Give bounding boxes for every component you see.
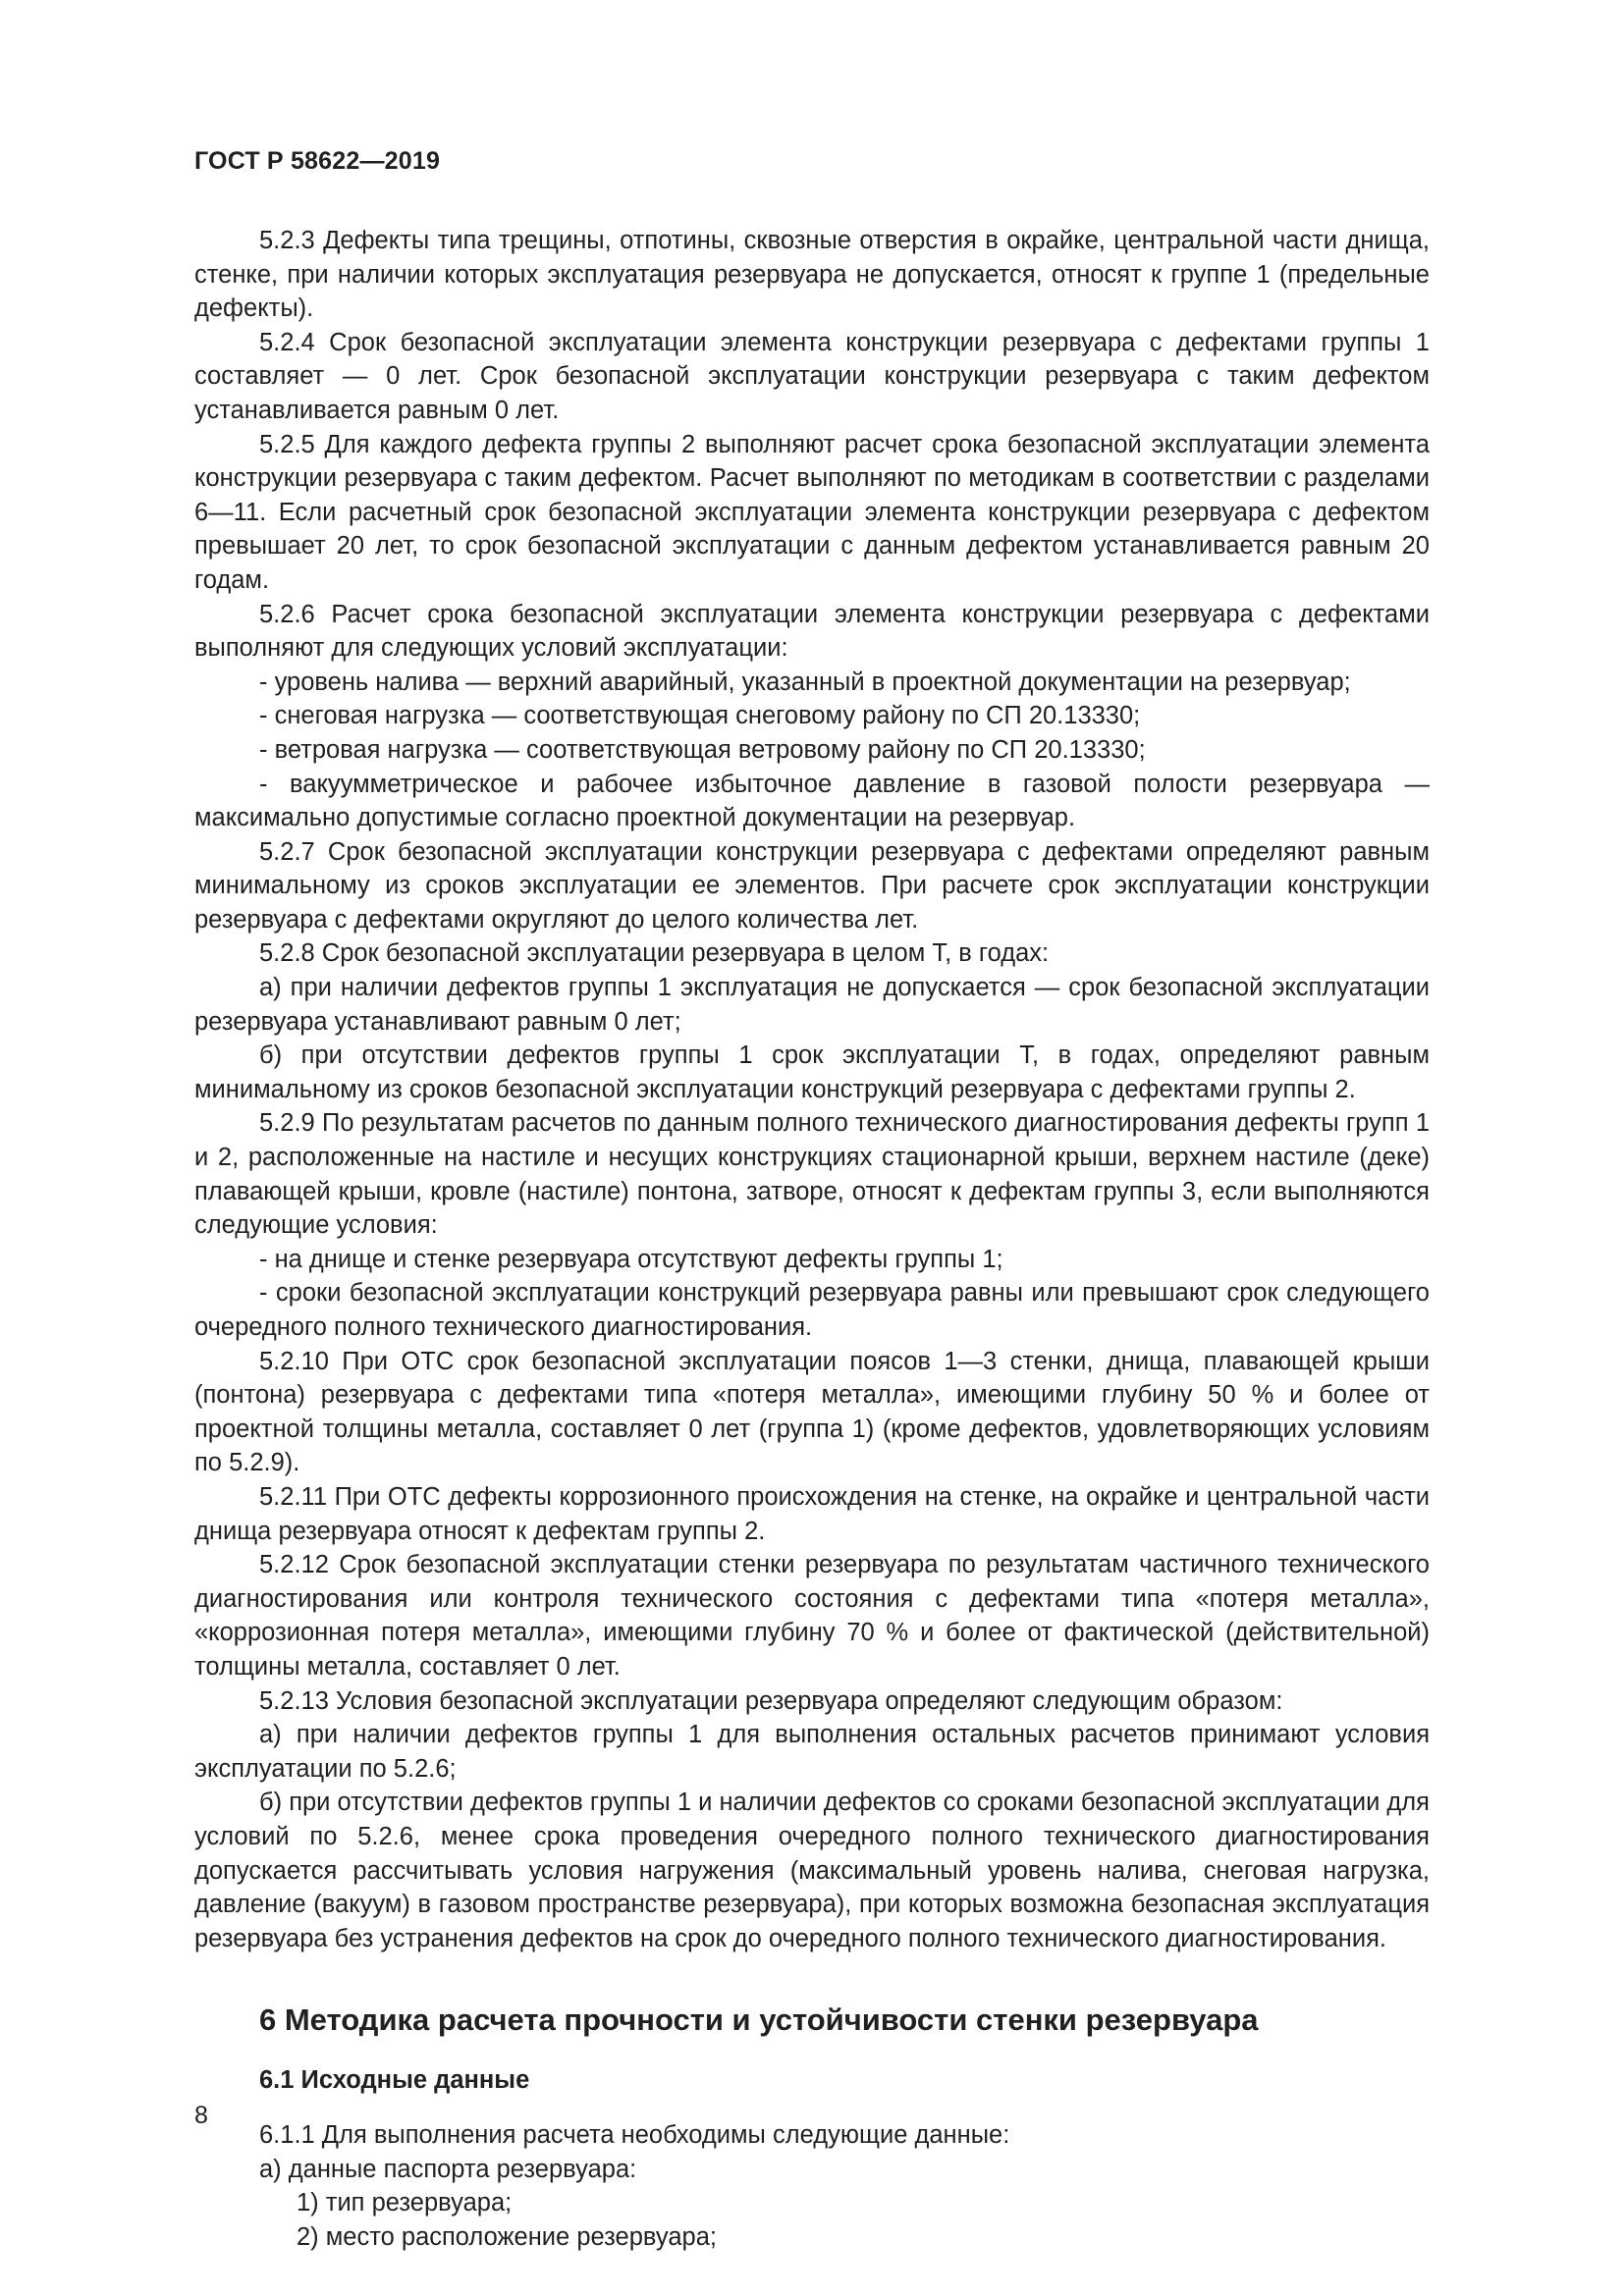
list-item-5-2-8-b: б) при отсутствии дефектов группы 1 срок эксплуатации T, в годах, определяют равным минимальному из сроков безопасной эксплуатации конструкций резервуара с дефектами группы 2. xyxy=(194,1041,1430,1103)
list-item-pressure: - вакуумметрическое и рабочее избыточное давление в газовой полости резервуара — максимально допустимые согласно проектной документации на резервуар. xyxy=(194,770,1430,832)
list-item-bottom-wall: - на днище и стенке резервуара отсутствуют дефекты группы 1; xyxy=(259,1245,1003,1273)
paragraph-5-2-13: 5.2.13 Условия безопасной эксплуатации резервуара определяют следующим образом: xyxy=(259,1686,1283,1715)
paragraph-5-2-4: 5.2.4 Срок безопасной эксплуатации элемента конструкции резервуара с дефектами группы 1 составляет — 0 лет. Срок безопасной эксплуатации конструкции резервуара с таким дефектом устанавливается равным 0 лет. xyxy=(194,328,1430,424)
list-item-wind-load: - ветровая нагрузка — соответствующая ветровому району по СП 20.13330; xyxy=(259,735,1146,764)
document-code-header: ГОСТ Р 58622—2019 xyxy=(194,147,441,175)
subsection-6-1-heading: 6.1 Исходные данные xyxy=(259,2066,530,2095)
list-item-service-terms: - сроки безопасной эксплуатации конструкций резервуара равны или превышают срок следующего очередного полного технического диагностирования. xyxy=(194,1279,1430,1341)
paragraph-5-2-7: 5.2.7 Срок безопасной эксплуатации конструкции резервуара с дефектами определяют равным минимальному из сроков эксплуатации ее элементов. При расчете срок эксплуатации конструкции резервуара с дефектами округляют до целого количества лет. xyxy=(194,837,1430,934)
paragraph-5-2-12: 5.2.12 Срок безопасной эксплуатации стенки резервуара по результатам частичного технического диагностирования или контроля технического состояния с дефектами типа «потеря металла», «коррозионная потеря металла», имеющими глубину 70 % и более от фактической (действительной) толщины металла, составляет 0 лет. xyxy=(194,1551,1430,1681)
list-item-fill-level: - уровень налива — верхний аварийный, указанный в проектной документации на резервуар; xyxy=(259,667,1351,696)
paragraph-5-2-3: 5.2.3 Дефекты типа трещины, отпотины, сквозные отверстия в окрайке, центральной части днища, стенке, при наличии которых эксплуатация резервуара не допускается, относят к группе 1 (предельные дефекты). xyxy=(194,227,1430,323)
paragraph-6-1-1: 6.1.1 Для выполнения расчета необходимы следующие данные: xyxy=(259,2121,1010,2150)
list-item-5-2-13-b: б) при отсутствии дефектов группы 1 и наличии дефектов со сроками безопасной эксплуатации для условий по 5.2.6, менее срока проведения очередного полного технического диагностирования допускается рассчитывать условия нагружения (максимальный уровень налива, снеговая нагрузка, давление (вакуум) в газовом пространстве резервуара), при которых возможна безопасная эксплуатация резервуара без устранения дефектов на срок до очередного полного технического диагностирования. xyxy=(194,1789,1430,1952)
paragraph-5-2-6: 5.2.6 Расчет срока безопасной эксплуатации элемента конструкции резервуара с дефектами выполняют для следующих условий эксплуатации: xyxy=(194,600,1430,663)
paragraph-5-2-5: 5.2.5 Для каждого дефекта группы 2 выполняют расчет срока безопасной эксплуатации элемента конструкции резервуара с таким дефектом. Расчет выполняют по методикам в соответствии с разделами 6—11. Если расчетный срок безопасной эксплуатации элемента конструкции резервуара с дефектом превышает 20 лет, то срок безопасной эксплуатации с данным дефектом устанавливается равным 20 годам. xyxy=(194,430,1430,594)
list-item-5-2-13-a: а) при наличии дефектов группы 1 для выполнения остальных расчетов принимают условия эксплуатации по 5.2.6; xyxy=(194,1721,1430,1783)
paragraph-5-2-9: 5.2.9 По результатам расчетов по данным полного технического диагностирования дефекты групп 1 и 2, расположенные на настиле и несущих конструкциях стационарной крыши, верхнем настиле (деке) плавающей крыши, кровле (настиле) понтона, затворе, относят к дефектам группы 3, если выполняются следующие условия: xyxy=(194,1109,1430,1240)
page-number: 8 xyxy=(194,2102,208,2129)
section-6-heading: 6 Методика расчета прочности и устойчивости стенки резервуара xyxy=(259,2002,1259,2038)
paragraph-5-2-10: 5.2.10 При ОТС срок безопасной эксплуатации поясов 1—3 стенки, днища, плавающей крыши (понтона) резервуара с дефектами типа «потеря металла», имеющими глубину 50 % и более от проектной толщины металла, составляет 0 лет (группа 1) (кроме дефектов, удовлетворяющих условиям по 5.2.9). xyxy=(194,1347,1430,1477)
paragraph-5-2-11: 5.2.11 При ОТС дефекты коррозионного происхождения на стенке, на окрайке и центральной части днища резервуара относят к дефектам группы 2. xyxy=(194,1482,1430,1545)
list-item-5-2-8-a: а) при наличии дефектов группы 1 эксплуатация не допускается — срок безопасной эксплуатации резервуара устанавливают равным 0 лет; xyxy=(194,974,1430,1036)
list-item-tank-location: 2) место расположение резервуара; xyxy=(297,2223,717,2252)
page-content xyxy=(194,224,1430,2255)
list-item-passport-data: а) данные паспорта резервуара: xyxy=(259,2155,637,2183)
list-item-snow-load: - снеговая нагрузка — соответствующая снеговому району по СП 20.13330; xyxy=(259,702,1141,730)
list-item-tank-type: 1) тип резервуара; xyxy=(297,2189,513,2217)
paragraph-5-2-8: 5.2.8 Срок безопасной эксплуатации резервуара в целом T, в годах: xyxy=(259,939,1050,968)
